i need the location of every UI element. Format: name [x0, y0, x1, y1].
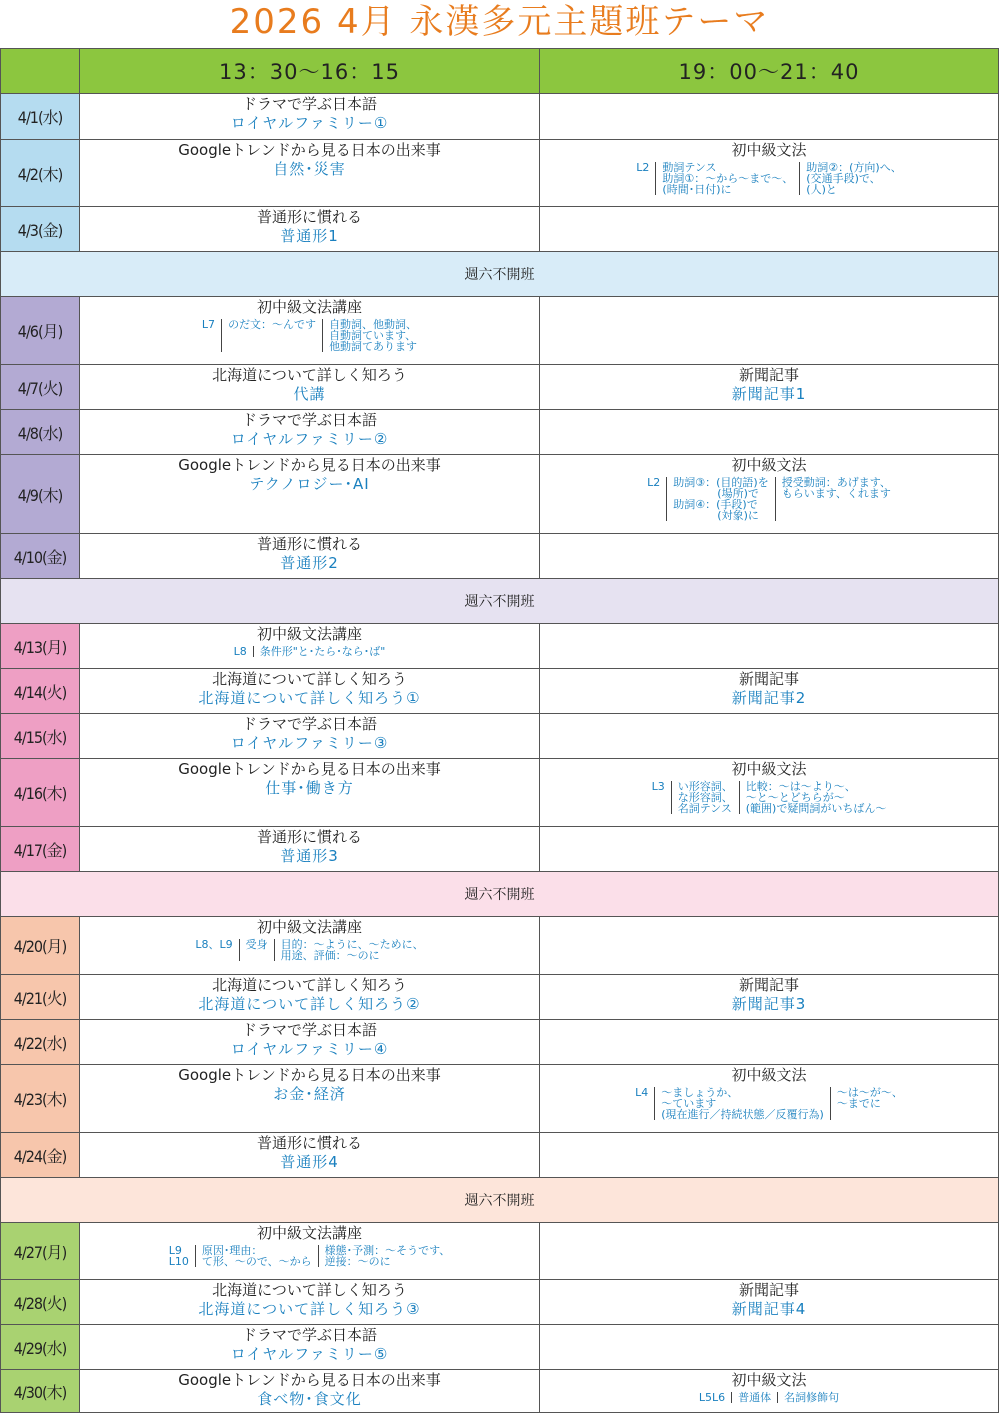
afternoon-class — [80, 1020, 540, 1065]
grammar-g1: L5L6 — [698, 1391, 726, 1404]
class-subtitle: 普通形3 — [280, 847, 339, 865]
grammar-detail — [540, 781, 998, 814]
grammar-g2: のだ文：～んです — [221, 319, 322, 352]
class-subtitle: 食べ物･食文化 — [257, 1390, 362, 1408]
schedule-row — [1, 1223, 999, 1280]
schedule-row — [1, 917, 999, 975]
class-title: 初中級文法講座 — [256, 918, 362, 936]
schedule-row — [1, 624, 999, 669]
closed-label: 週六不開班 — [1, 1178, 999, 1223]
class-title: Googleトレンドから見る日本の出来事 — [178, 1066, 441, 1084]
date-cell: 4/10(金) — [1, 534, 80, 579]
date-cell: 4/14(火) — [1, 669, 80, 714]
grammar-g3: ～は～が～、 ～までに — [830, 1087, 909, 1120]
evening-class — [540, 1065, 999, 1133]
class-subtitle: 仕事･働き方 — [265, 779, 354, 797]
evening-class — [540, 759, 999, 827]
class-title: ドラマで学ぶ日本語 — [241, 715, 377, 733]
class-title: ドラマで学ぶ日本語 — [241, 95, 377, 113]
closed-label: 週六不開班 — [1, 252, 999, 297]
evening-class — [540, 455, 999, 534]
schedule-row — [1, 94, 999, 140]
corner-cell — [1, 49, 80, 94]
class-subtitle: 代講 — [293, 385, 326, 403]
grammar-g1: L7 — [201, 318, 216, 331]
evening-class — [540, 975, 999, 1020]
class-subtitle: テクノロジー･AI — [249, 475, 370, 493]
evening-class — [540, 917, 999, 975]
grammar-detail — [540, 1087, 998, 1120]
date-cell: 4/20(月) — [1, 917, 80, 975]
date-cell: 4/24(金) — [1, 1133, 80, 1178]
class-title: 北海道について詳しく知ろう — [212, 976, 407, 994]
date-cell: 4/27(月) — [1, 1223, 80, 1280]
evening-class — [540, 624, 999, 669]
grammar-g1: L3 — [651, 780, 665, 793]
schedule-row — [1, 714, 999, 759]
class-subtitle: ロイヤルファミリー④ — [230, 1040, 389, 1058]
schedule-table — [0, 48, 999, 1413]
afternoon-class — [80, 410, 540, 455]
class-title: 普通形に慣れる — [256, 208, 362, 226]
class-title: 普通形に慣れる — [256, 828, 362, 846]
schedule-row — [1, 1325, 999, 1370]
date-cell: 4/17(金) — [1, 827, 80, 872]
grammar-g3: 授受動詞：あげます、 もらいます、くれます — [775, 477, 897, 521]
class-title: Googleトレンドから見る日本の出来事 — [178, 760, 441, 778]
class-title: 北海道について詳しく知ろう — [212, 670, 407, 688]
class-title: 新聞記事 — [738, 1281, 799, 1299]
class-subtitle: ロイヤルファミリー⑤ — [230, 1345, 389, 1363]
schedule-row — [1, 759, 999, 827]
slot-evening-header: 19：00〜21：40 — [540, 49, 999, 94]
class-title: 初中級文法 — [731, 1371, 807, 1389]
afternoon-class — [80, 714, 540, 759]
schedule-row — [1, 1370, 999, 1413]
grammar-g2: 普通体 — [731, 1392, 777, 1403]
date-cell: 4/22(水) — [1, 1020, 80, 1065]
evening-class — [540, 827, 999, 872]
class-title: 初中級文法 — [731, 1066, 807, 1084]
class-title: 普通形に慣れる — [256, 1134, 362, 1152]
date-cell: 4/2(木) — [1, 140, 80, 207]
evening-class — [540, 365, 999, 410]
date-cell: 4/3(金) — [1, 207, 80, 252]
afternoon-class — [80, 207, 540, 252]
class-title: 初中級文法 — [731, 760, 807, 778]
closed-row — [1, 872, 999, 917]
closed-label: 週六不開班 — [1, 872, 999, 917]
evening-class — [540, 1133, 999, 1178]
grammar-g3: 自動詞、他動詞、 自動詞ています、 他動詞てあります — [322, 319, 423, 352]
grammar-detail — [80, 646, 539, 657]
afternoon-class — [80, 297, 540, 365]
class-subtitle: 新聞記事2 — [731, 689, 807, 707]
date-cell: 4/1(水) — [1, 94, 80, 140]
schedule-body — [1, 94, 999, 1413]
class-subtitle: 普通形4 — [280, 1153, 339, 1171]
grammar-detail — [540, 1392, 998, 1403]
class-title: 北海道について詳しく知ろう — [212, 366, 407, 384]
grammar-g2: ～ましょうか、 ～ています (現在進行／持続状態／反覆行為) — [654, 1087, 830, 1120]
grammar-g1: L8 — [233, 645, 247, 658]
class-title: ドラマで学ぶ日本語 — [241, 411, 377, 429]
afternoon-class — [80, 759, 540, 827]
afternoon-class — [80, 1280, 540, 1325]
class-title: 初中級文法講座 — [256, 1224, 362, 1242]
grammar-g1: L8、L9 — [195, 938, 233, 951]
date-cell: 4/13(月) — [1, 624, 80, 669]
schedule-row — [1, 207, 999, 252]
schedule-row — [1, 297, 999, 365]
class-subtitle: 新聞記事3 — [731, 995, 807, 1013]
schedule-row — [1, 975, 999, 1020]
grammar-g1: L2 — [647, 476, 661, 489]
grammar-g3: 比較：～は～より～、 ～と～とどちらが～ (範囲)で疑問詞がいちばん～ — [739, 781, 893, 814]
evening-class — [540, 1325, 999, 1370]
date-cell: 4/6(月) — [1, 297, 80, 365]
afternoon-class — [80, 1223, 540, 1280]
afternoon-class — [80, 94, 540, 140]
class-title: 新聞記事 — [738, 366, 799, 384]
afternoon-class — [80, 365, 540, 410]
evening-class — [540, 534, 999, 579]
grammar-detail — [540, 477, 998, 521]
class-title: Googleトレンドから見る日本の出来事 — [178, 141, 441, 159]
afternoon-class — [80, 1370, 540, 1413]
closed-label: 週六不開班 — [1, 579, 999, 624]
evening-class — [540, 140, 999, 207]
schedule-row — [1, 410, 999, 455]
grammar-g3: 様態･予測：～そうです、 逆接：～のに — [318, 1245, 457, 1267]
grammar-g2: 条件形"と･たら･なら･ば" — [253, 646, 392, 657]
evening-class — [540, 1223, 999, 1280]
class-subtitle: 自然･災害 — [273, 160, 346, 178]
header-row — [1, 49, 999, 94]
afternoon-class — [80, 455, 540, 534]
evening-class — [540, 1020, 999, 1065]
evening-class — [540, 714, 999, 759]
date-cell: 4/29(水) — [1, 1325, 80, 1370]
closed-row — [1, 252, 999, 297]
page-title: 2026 4月 永漢多元主題班テーマ — [229, 2, 770, 42]
class-subtitle: 北海道について詳しく知ろう③ — [198, 1300, 421, 1318]
date-cell: 4/8(水) — [1, 410, 80, 455]
evening-class — [540, 1280, 999, 1325]
class-title: 普通形に慣れる — [256, 535, 362, 553]
schedule-row — [1, 1065, 999, 1133]
afternoon-class — [80, 827, 540, 872]
grammar-g3: 助詞②：(方向)へ、 (交通手段)で、 (人)と — [799, 162, 907, 195]
evening-class — [540, 207, 999, 252]
class-title: 初中級文法 — [731, 456, 807, 474]
class-subtitle: 普通形1 — [280, 227, 339, 245]
class-subtitle: 北海道について詳しく知ろう② — [198, 995, 421, 1013]
grammar-detail — [540, 162, 998, 195]
grammar-g1: L9 L10 — [168, 1244, 189, 1268]
class-subtitle: お金･経済 — [273, 1085, 346, 1103]
class-title: 新聞記事 — [738, 976, 799, 994]
slot-afternoon-header: 13：30〜16：15 — [80, 49, 540, 94]
date-cell: 4/16(木) — [1, 759, 80, 827]
schedule-row — [1, 1280, 999, 1325]
class-title: 新聞記事 — [738, 670, 799, 688]
grammar-detail — [80, 939, 539, 961]
class-title: ドラマで学ぶ日本語 — [241, 1326, 377, 1344]
grammar-detail — [80, 1245, 539, 1267]
afternoon-class — [80, 975, 540, 1020]
date-cell: 4/7(火) — [1, 365, 80, 410]
date-cell: 4/28(火) — [1, 1280, 80, 1325]
closed-row — [1, 579, 999, 624]
evening-class — [540, 410, 999, 455]
evening-class — [540, 297, 999, 365]
class-subtitle: ロイヤルファミリー② — [230, 430, 389, 448]
schedule-row — [1, 534, 999, 579]
schedule-row — [1, 827, 999, 872]
evening-class — [540, 1370, 999, 1413]
schedule-row — [1, 455, 999, 534]
afternoon-class — [80, 624, 540, 669]
class-title: Googleトレンドから見る日本の出来事 — [178, 1371, 441, 1389]
grammar-g1: L4 — [635, 1086, 649, 1099]
class-title: ドラマで学ぶ日本語 — [241, 1021, 377, 1039]
class-title: Googleトレンドから見る日本の出来事 — [178, 456, 441, 474]
afternoon-class — [80, 1325, 540, 1370]
date-cell: 4/9(木) — [1, 455, 80, 534]
class-title: 北海道について詳しく知ろう — [212, 1281, 407, 1299]
schedule-row — [1, 140, 999, 207]
schedule-row — [1, 1133, 999, 1178]
class-title: 初中級文法 — [731, 141, 807, 159]
class-subtitle: 新聞記事1 — [731, 385, 807, 403]
schedule-row — [1, 669, 999, 714]
class-subtitle: 新聞記事4 — [731, 1300, 807, 1318]
date-cell: 4/15(水) — [1, 714, 80, 759]
class-title: 初中級文法講座 — [256, 625, 362, 643]
class-title: 初中級文法講座 — [256, 298, 362, 316]
afternoon-class — [80, 1065, 540, 1133]
date-cell: 4/30(木) — [1, 1370, 80, 1413]
class-subtitle: 北海道について詳しく知ろう① — [198, 689, 421, 707]
afternoon-class — [80, 917, 540, 975]
afternoon-class — [80, 534, 540, 579]
grammar-g3: 名詞修飾句 — [777, 1392, 845, 1403]
date-cell: 4/23(木) — [1, 1065, 80, 1133]
grammar-g2: 受身 — [239, 939, 274, 961]
schedule-row — [1, 365, 999, 410]
grammar-detail — [80, 319, 539, 352]
grammar-g2: 原因･理由： て形、～ので、～から — [195, 1245, 318, 1267]
grammar-g1: L2 — [636, 161, 650, 174]
afternoon-class — [80, 669, 540, 714]
evening-class — [540, 94, 999, 140]
schedule-row — [1, 1020, 999, 1065]
class-subtitle: ロイヤルファミリー① — [230, 114, 389, 132]
afternoon-class — [80, 140, 540, 207]
afternoon-class — [80, 1133, 540, 1178]
grammar-g3: 目的：～ように、～ために、 用途、評価：～のに — [274, 939, 430, 961]
grammar-g2: 動詞テンス 助詞①：～から～まで～、 (時間･日付)に — [655, 162, 799, 195]
closed-row — [1, 1178, 999, 1223]
class-subtitle: ロイヤルファミリー③ — [230, 734, 389, 752]
grammar-g2: 助詞③：(目的語)を (場所)で 助詞④：(手段)で (対象)に — [666, 477, 774, 521]
date-cell: 4/21(火) — [1, 975, 80, 1020]
class-subtitle: 普通形2 — [280, 554, 339, 572]
evening-class — [540, 669, 999, 714]
grammar-g2: い形容詞、 な形容詞、 名詞テンス — [671, 781, 739, 814]
